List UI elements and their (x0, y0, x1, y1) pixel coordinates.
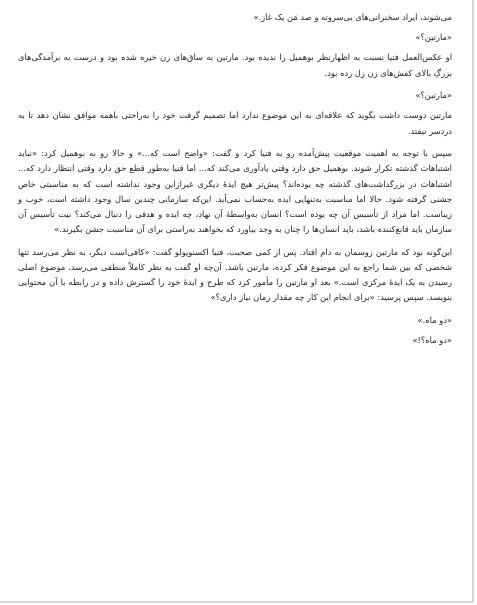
paragraph-2: «مارتین؟» (415, 32, 452, 43)
paragraph-4: «مارتین؟» (415, 90, 452, 101)
paragraph-9: «دو ماه؟!» (412, 335, 452, 346)
paragraph-6: سپس با توجه به اهمیت موقعیت پیش‌آمده رو به فنیا کرد و گفت: «واضح است که...» و حالا رو به بوهمیل کرد: «نباید اشتباهات گذشته تکرار شوند. بوهمیل حق دارد وقتی یادآوری می‌کند که... اما فنیا به‌طور قطع حق دارد وقتی انتظار دارد که... اشتباهات در بزرگداشت‌های گذشته چه بوده‌اند؟ پیش‌تر هیچ ایدهٔ دیگری غیرازاین وجود نداشته است که به مناسبتی خاص جشنی گرفته شود. حالا اما مناسبت به‌تنهایی ایده به‌حساب نمی‌آید. این‌که سازمانی چندین سال وجود داشته است، خوب و زیباست. اما مراد از تأسیس آن چه بوده است؟ انسان به‌واسطهٔ آن نهاد، چه ایده و هدفی را دنبال می‌کند؟ نیت تأسیس آن سازمان باید قانع‌کننده باشد، باید انسان‌ها را چنان به وجد بیاورد که بخواهند به‌راستی برای آن مناسبت جشن بگیرند.» (18, 148, 452, 235)
paragraph-8: «دو ماه.» (417, 315, 452, 326)
paragraph-5: مارتین دوست داشت بگوید که علاقه‌ای به این موضوع ندارد اما تصمیم گرفت خود را به‌راحتی باهمه موافق نشان دهد تا به دردسر نیفتد. (18, 110, 452, 136)
paragraph-7: این‌گونه بود که مارتین زوسمان به دام افتاد. پس از کمی صحبت، فنیا اکسنوپولو گفت: «کافی‌است دیگر، به نظر می‌رسد تنها شخصی که بین شما راجع به این موضوع فکر کرده، مارتین باشد. آن‌چه او گفت به نظر کاملاً منطقی می‌رسد. موضوع اصلی رسیدن به یک ایدهٔ مرکزی است.» بعد او مارتین را مأمور کرد که طرح و ایدهٔ خود را گسترش داده و در رابطه با آن محتوایی بنویسد. سپس پرسید: «برای انجام این کار چه مقدار زمان نیاز داری؟» (18, 246, 452, 303)
page-text (18, 10, 452, 353)
paragraph-3: او عکس‌العمل فنیا نسبت به اظهارنظر بوهمیل را ندیده بود. مارتین به ساق‌های زن خیره شده بود و درست به برآمدگی‌های بزرگِ بالای کفش‌های زن زل زده بود. (18, 52, 452, 78)
paragraph-1: می‌شوند، ایراد سخنرانی‌های بی‌سروته و صد مَن یک غاز.» (253, 12, 452, 22)
